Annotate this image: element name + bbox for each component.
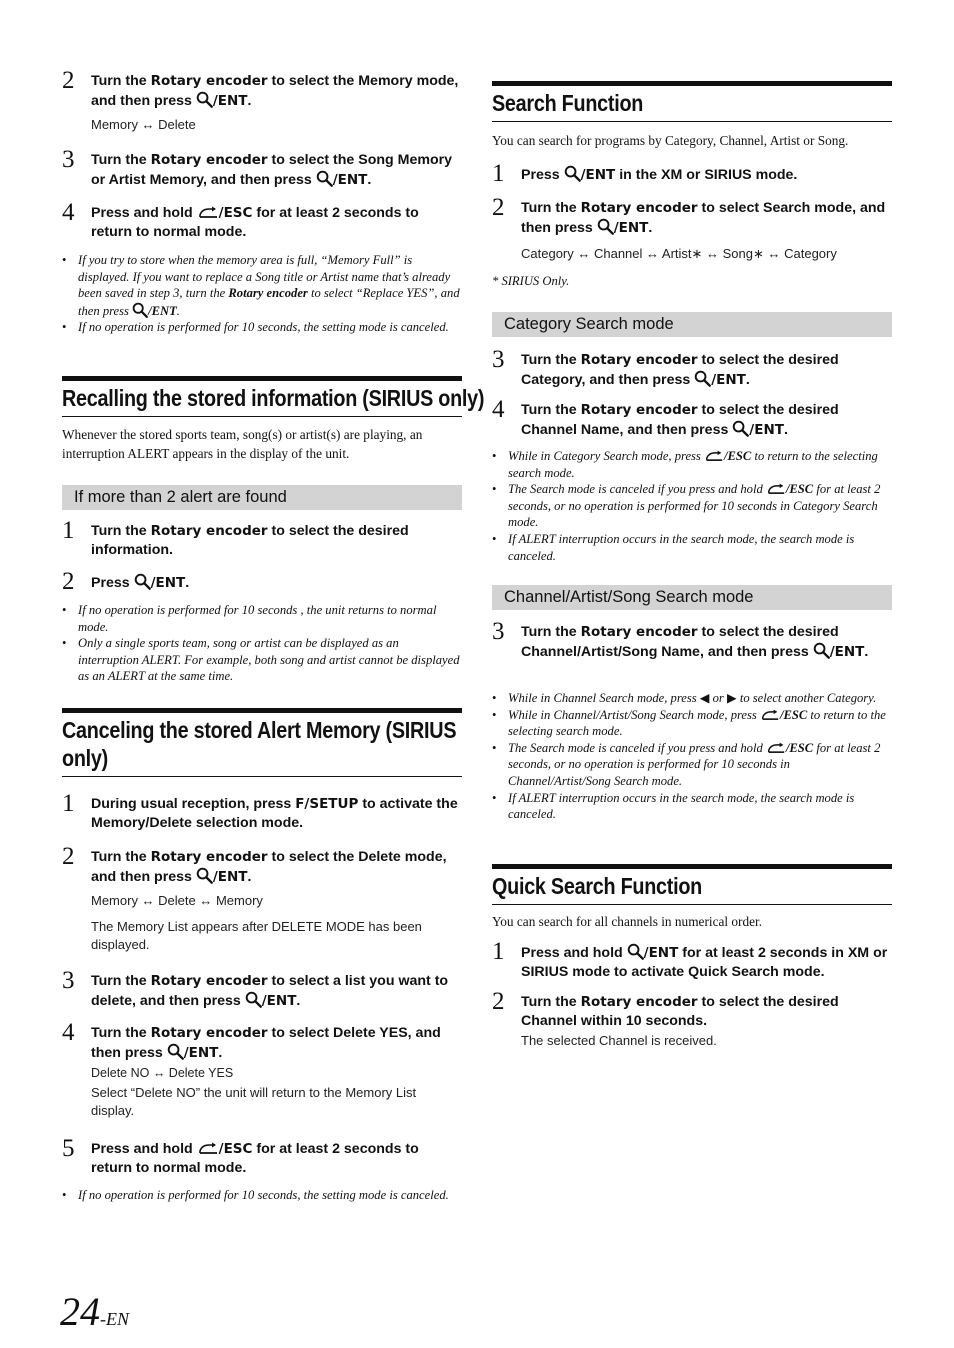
step-number: 3 (492, 618, 505, 645)
step-number: 2 (62, 568, 75, 595)
step-number: 3 (492, 346, 505, 373)
step-number: 5 (62, 1135, 75, 1162)
step-text: Turn the Rotary encoder to select Search mode, and then press /ENT. (521, 200, 886, 236)
search-icon (196, 867, 213, 884)
step-number: 3 (62, 967, 75, 994)
note-item: • If ALERT interruption occurs in the search mode, the search mode is canceled. (492, 790, 892, 823)
step-1-activate-delete (62, 790, 462, 832)
step-3-song-memory (62, 146, 462, 189)
step-5-return-normal (62, 1135, 462, 1177)
step-number: 1 (492, 938, 505, 965)
step-2-press-ent (62, 568, 462, 595)
search-icon (196, 91, 213, 108)
step-3-select-name (492, 618, 892, 661)
return-icon (197, 1142, 219, 1156)
subheading-channel-artist-song-search: Channel/Artist/Song Search mode (492, 585, 892, 610)
step-number: 2 (492, 194, 505, 221)
return-icon (760, 709, 780, 722)
search-icon (627, 943, 644, 960)
step-3-select-category (492, 346, 892, 389)
section-heading-canceling: Canceling the stored Alert Memory (SIRIUS only) (62, 708, 462, 777)
step-4-select-channel-name (492, 396, 892, 439)
section-heading-recalling: Recalling the stored information (SIRIUS only) (62, 376, 462, 417)
step-number: 1 (62, 517, 75, 544)
quick-search-intro: You can search for all channels in numerical order. (492, 914, 763, 929)
step-text: Turn the Rotary encoder to select a list you want to delete, and then press /ENT. (91, 973, 449, 1009)
notes-recall (62, 602, 462, 685)
step-2-delete-mode (62, 843, 462, 954)
step-2-search-mode (492, 194, 892, 263)
memory-list-info: The Memory List appears after DELETE MODE has been displayed. (91, 919, 422, 952)
step-number: 1 (62, 790, 75, 817)
step-text: Press /ENT. (91, 575, 190, 591)
step-text: Turn the Rotary encoder to select the desired Channel within 10 seconds. (521, 994, 839, 1029)
step-4-delete-yes (62, 1019, 462, 1120)
step-text: Press and hold /ENT for at least 2 seconds in XM or SIRIUS mode to activate Quick Search mode. (521, 945, 888, 980)
note-item: • If no operation is performed for 10 seconds, the setting mode is canceled. (62, 1187, 462, 1204)
left-arrow-icon: ◀ (699, 691, 710, 705)
step-text: Turn the Rotary encoder to select the desired Channel Name, and then press /ENT. (521, 402, 839, 438)
search-icon (316, 170, 333, 187)
memory-delete-sequence: Memory ↔ Delete (91, 117, 196, 132)
section-heading-search-function: Search Function (492, 81, 892, 122)
step-1-press-ent (492, 160, 892, 187)
step-text: Turn the Rotary encoder to select Delete YES, and then press /ENT. (91, 1025, 441, 1061)
return-icon (766, 483, 786, 496)
search-icon (813, 642, 830, 659)
step-text: Turn the Rotary encoder to select the Song Memory or Artist Memory, and then press /ENT. (91, 152, 453, 188)
step-number: 1 (492, 160, 505, 187)
search-intro: You can search for programs by Category, Channel, Artist or Song. (492, 133, 849, 148)
recall-intro: Whenever the stored sports team, song(s) or artist(s) are playing, an interruption ALERT appears in the display of the unit. (62, 427, 423, 461)
notes-store (62, 252, 462, 336)
step-4-return-normal (62, 199, 462, 241)
step-text: Turn the Rotary encoder to select the desired information. (91, 523, 409, 558)
step-text: During usual reception, press F/SETUP to activate the Memory/Delete selection mode. (91, 796, 458, 831)
search-icon (132, 302, 148, 318)
search-icon (167, 1043, 184, 1060)
step-number: 4 (492, 396, 505, 423)
page-number: 24-EN (60, 1289, 129, 1334)
search-icon (564, 165, 581, 182)
search-icon (134, 573, 151, 590)
step-3-select-list (62, 967, 462, 1010)
search-icon (597, 218, 614, 235)
note-item: • If no operation is performed for 10 seconds, the setting mode is canceled. (62, 319, 462, 336)
note-item: • If no operation is performed for 10 seconds , the unit returns to normal mode. (62, 602, 462, 635)
right-arrow-icon: ▶ (726, 691, 737, 705)
step-text: Press and hold /ESC for at least 2 seconds to return to normal mode. (91, 205, 419, 240)
search-mode-sequence: Category ↔ Channel ↔ Artist∗ ↔ Song∗ ↔ Category (521, 246, 837, 261)
search-icon (694, 370, 711, 387)
step-text: Turn the Rotary encoder to select the Delete mode, and then press /ENT. (91, 849, 447, 885)
search-icon (245, 991, 262, 1008)
step-1-select-information (62, 517, 462, 559)
section-heading-quick-search: Quick Search Function (492, 864, 892, 905)
step-text: Turn the Rotary encoder to select the desired Category, and then press /ENT. (521, 352, 839, 388)
search-icon (732, 420, 749, 437)
notes-channel-artist-song (492, 690, 892, 823)
step-number: 2 (62, 67, 75, 94)
step-number: 4 (62, 199, 75, 226)
memory-delete-memory-sequence: Memory ↔ Delete ↔ Memory (91, 893, 263, 908)
note-item: • While in Channel Search mode, press ◀ or ▶ to select another Category. (492, 690, 892, 707)
step-number: 4 (62, 1019, 75, 1046)
subheading-more-than-2-alert: If more than 2 alert are found (62, 485, 462, 510)
note-item: • The Search mode is canceled if you press and hold /ESC for at least 2 seconds, or no operation is performed for 10 seconds in Channel/Artist/Song Search mode. (492, 740, 892, 790)
step-1-activate-quick-search (492, 938, 892, 981)
return-icon (197, 206, 219, 220)
note-item: • If ALERT interruption occurs in the search mode, the search mode is canceled. (492, 531, 892, 564)
channel-received-info: The selected Channel is received. (521, 1033, 717, 1048)
note-item: • While in Channel/Artist/Song Search mode, press /ESC to return to the selecting search mode. (492, 707, 892, 740)
step-number: 3 (62, 146, 75, 173)
step-text: Press and hold /ESC for at least 2 seconds to return to normal mode. (91, 1141, 419, 1176)
step-2-memory-mode (62, 67, 462, 134)
note-item: • While in Category Search mode, press /ESC to return to the selecting search mode. (492, 448, 892, 481)
subheading-category-search: Category Search mode (492, 312, 892, 337)
return-icon (704, 450, 724, 463)
note-item: • Only a single sports team, song or artist can be displayed as an interruption ALERT. For example, both song and artist cannot be displayed as an ALERT at the same time. (62, 635, 462, 685)
delete-no-yes-sequence: Delete NO ↔ Delete YES (91, 1066, 234, 1080)
notes-cancel (62, 1187, 462, 1204)
step-text: Turn the Rotary encoder to select the desired Channel/Artist/Song Name, and then press /ENT. (521, 624, 869, 660)
return-icon (766, 742, 786, 755)
delete-no-info: Select “Delete NO” the unit will return to the Memory List display. (91, 1085, 417, 1118)
step-2-select-channel (492, 988, 892, 1050)
notes-category-search (492, 448, 892, 564)
note-item: • The Search mode is canceled if you press and hold /ESC for at least 2 seconds, or no operation is performed for 10 seconds in Category Search mode. (492, 481, 892, 531)
step-text: Turn the Rotary encoder to select the Memory mode, and then press /ENT. (91, 73, 459, 109)
step-number: 2 (492, 988, 505, 1015)
note-item: • If you try to store when the memory area is full, “Memory Full” is displayed. If you want to replace a Song title or Artist name that’s already been saved in step 3, turn the Rotary encoder to select “Replace YES”, and then press /ENT. (62, 252, 462, 319)
step-text: Press /ENT in the XM or SIRIUS mode. (521, 167, 798, 183)
step-number: 2 (62, 843, 75, 870)
sirius-only-footnote: * SIRIUS Only. (492, 274, 570, 288)
